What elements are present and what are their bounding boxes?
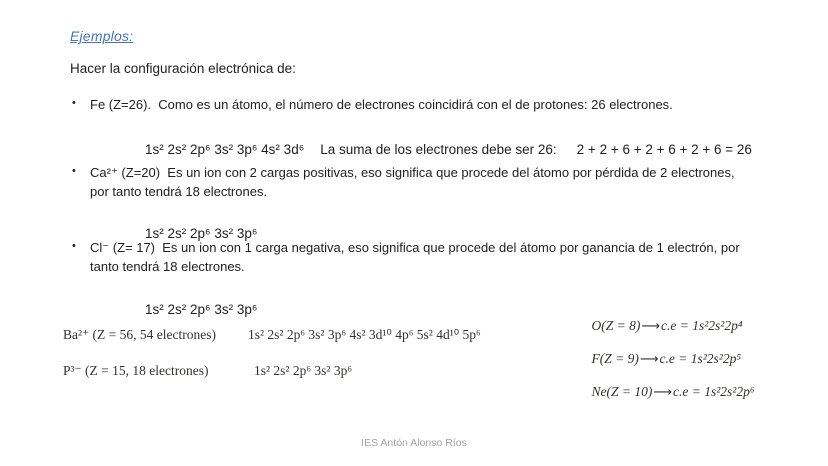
electron-config-fe: 1s² 2s² 2p⁶ 3s² 3p⁶ 4s² 3d⁶ bbox=[145, 142, 305, 157]
footer-text: IES Antón Alonso Ríos bbox=[361, 437, 467, 449]
long-arrow-icon: ⟶ bbox=[653, 385, 672, 400]
bullet-cl-line-2: tanto tendrá 18 electrones. bbox=[90, 259, 245, 274]
annotation-f-result: c.e = 1s²2s²2p⁵ bbox=[659, 351, 742, 366]
bullet-fe bbox=[70, 95, 673, 114]
long-arrow-icon: ⟶ bbox=[641, 319, 660, 334]
intro-text: Hacer la configuración electrónica de: bbox=[70, 61, 296, 76]
annotation-f-element: F(Z = 9) bbox=[591, 351, 639, 366]
electron-config-cl: 1s² 2s² 2p⁶ 3s² 3p⁶ bbox=[145, 302, 258, 317]
bullet-icon: • bbox=[72, 97, 76, 109]
bullet-cl bbox=[70, 238, 740, 276]
bullet-cl-line-1: Cl⁻ (Z= 17) Es un ion con 1 carga negativa, eso significa que procede del átomo por ganancia de 1 electrón, por bbox=[90, 240, 740, 255]
annotation-ba-config: 1s² 2s² 2p⁶ 3s² 3p⁶ 4s² 3d¹⁰ 4p⁶ 5s² 4d¹⁰ 5p⁶ bbox=[248, 327, 481, 342]
annotation-ne-result: c.e = 1s²2s²2p⁶ bbox=[673, 384, 755, 399]
config-note-fe: La suma de los electrones debe ser 26: bbox=[320, 142, 557, 157]
electron-config-ca: 1s² 2s² 2p⁶ 3s² 3p⁶ bbox=[145, 226, 258, 241]
bullet-icon: • bbox=[72, 240, 76, 252]
annotation-o-element: O(Z = 8) bbox=[591, 318, 641, 333]
page-title: Ejemplos: bbox=[70, 28, 134, 44]
annotation-ne-row bbox=[578, 368, 755, 416]
long-arrow-icon: ⟶ bbox=[639, 352, 659, 367]
bullet-ca-line-1: Ca²⁺ (Z=20) Es un ion con 2 cargas positivas, eso significa que procede del átomo por pérdida de 2 electrones, bbox=[90, 165, 735, 180]
config-sum-fe: 2 + 2 + 6 + 2 + 6 + 2 + 6 = 26 bbox=[576, 142, 752, 157]
annotation-p-config: 1s² 2s² 2p⁶ 3s² 3p⁶ bbox=[254, 363, 353, 378]
annotation-o-result: c.e = 1s²2s²2p⁴ bbox=[661, 318, 743, 333]
bullet-icon: • bbox=[72, 165, 76, 177]
bullet-ca-line-2: por tanto tendrá 18 electrones. bbox=[90, 184, 268, 199]
bullet-ca bbox=[70, 163, 735, 201]
annotation-ne-element: Ne(Z = 10) bbox=[591, 384, 653, 399]
annotation-ba-label: Ba²⁺ (Z = 56, 54 electrones) bbox=[63, 327, 216, 342]
annotation-p-label: P³⁻ (Z = 15, 18 electrones) bbox=[63, 363, 209, 378]
bullet-fe-line: Fe (Z=26). Como es un átomo, el número de electrones coincidirá con el de protones: 26 electrones. bbox=[90, 97, 673, 112]
config-line-cl bbox=[130, 287, 257, 332]
